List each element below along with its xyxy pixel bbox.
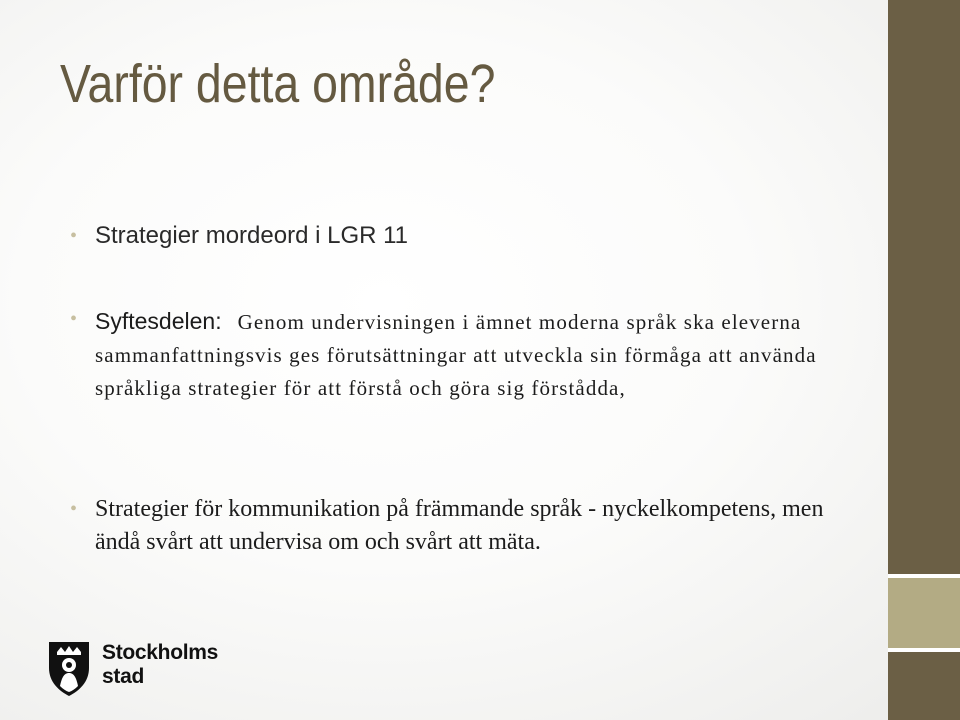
logo-line-2: stad (102, 665, 144, 688)
logo-wordmark (102, 641, 218, 689)
decorative-sidebar (888, 0, 960, 720)
bullet-dot-icon: • (70, 498, 78, 520)
bullet-item (70, 221, 830, 251)
bullet-dot-icon: • (70, 225, 78, 247)
bullet-text: Strategier för kommunikation på främmande språk - nyckelkompetens, men ändå svårt att undervisa om och svårt att mäta. (95, 496, 824, 555)
stockholms-stad-logo (46, 638, 266, 698)
logo-line-1: Stockholms (102, 641, 219, 664)
bullet-lead-label: Syftesdelen: (95, 308, 222, 334)
sidebar-dark-top (888, 0, 960, 574)
bullet-text: Genom undervisningen i ämnet moderna språk ska eleverna sammanfattningsvis ges förutsättningar att utveckla sin förmåga att använda språkliga strategier för att förstå och göra sig förstådda, (95, 310, 817, 400)
sidebar-light-block (888, 578, 960, 648)
bullet-dot-icon: • (70, 308, 78, 330)
stockholm-crest-icon (46, 638, 92, 698)
bullet-text: Strategier mordeord i LGR 11 (95, 222, 409, 249)
bullet-item (70, 305, 830, 405)
bullet-item (70, 493, 830, 559)
slide-title: Varför detta område? (60, 54, 496, 114)
sidebar-dark-bottom (888, 652, 960, 720)
bullet-text-block (95, 305, 830, 405)
